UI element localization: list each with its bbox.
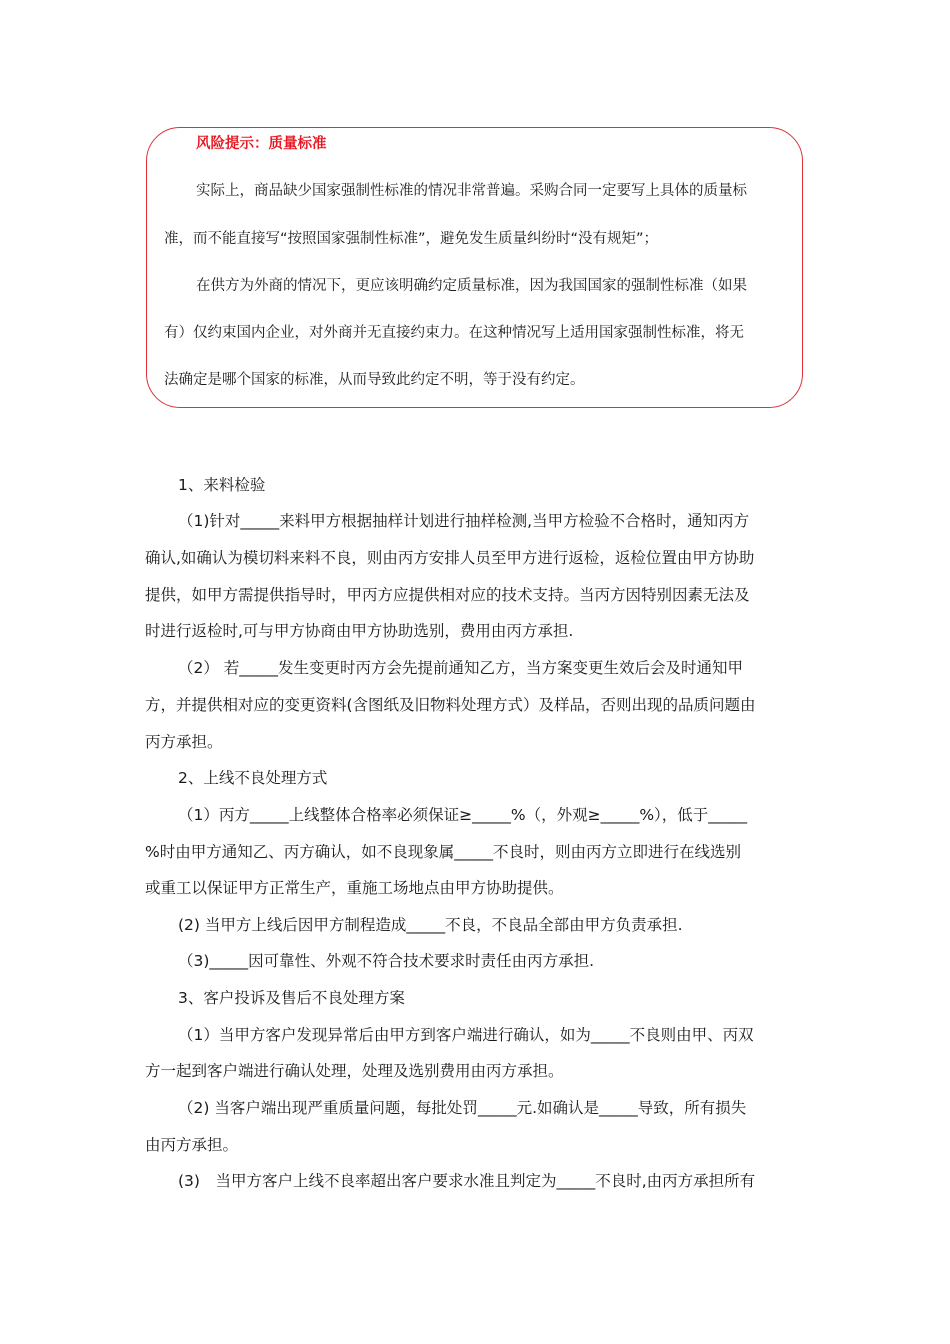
paragraph-line: (2) 当甲方上线后因甲方制程造成_____不良，不良品全部由甲方负责承担. [178,916,683,934]
paragraph-line: 时进行返检时,可与甲方协商由甲方协助选别，费用由丙方承担. [145,622,574,640]
risk-notice-line: 准，而不能直接写“按照国家强制性标准”，避免发生质量纠纷时“没有规矩”； [164,231,659,247]
risk-notice-line: 在供方为外商的情况下，更应该明确约定质量标准，因为我国国家的强制性标准（如果 [196,278,747,294]
paragraph-line: （1)针对_____来料甲方根据抽样计划进行抽样检测,当甲方检验不合格时，通知丙方 [178,512,750,530]
paragraph-line: 方，并提供相对应的变更资料(含图纸及旧物料处理方式）及样品，否则出现的品质问题由 [145,696,756,714]
paragraph-line: （2) 当客户端出现严重质量问题，每批处罚_____元.如确认是_____导致，所有损失 [178,1099,747,1117]
risk-notice-line: 实际上，商品缺少国家强制性标准的情况非常普遍。采购合同一定要写上具体的质量标 [196,183,747,199]
paragraph-line: %时由甲方通知乙、丙方确认，如不良现象属_____不良时，则由丙方立即进行在线选别 [145,843,741,861]
paragraph-line: （2） 若_____发生变更时丙方会先提前通知乙方，当方案变更生效后会及时通知甲 [178,659,744,677]
paragraph-line: 或重工以保证甲方正常生产，重施工场地点由甲方协助提供。 [145,879,564,897]
section-heading: 2、上线不良处理方式 [178,769,328,787]
risk-notice-box [146,127,803,408]
paragraph-line: (3) 当甲方客户上线不良率超出客户要求水准且判定为_____不良时,由丙方承担所有 [178,1172,756,1190]
section-heading: 3、客户投诉及售后不良处理方案 [178,989,405,1007]
paragraph-line: 由丙方承担。 [145,1136,239,1154]
paragraph-line: 确认,如确认为模切料来料不良，则由丙方安排人员至甲方进行返检，返检位置由甲方协助 [145,549,755,567]
risk-notice-line: 有）仅约束国内企业，对外商并无直接约束力。在这种情况写上适用国家强制性标准，将无 [164,325,744,341]
section-heading: 1、来料检验 [178,476,266,494]
risk-notice-line: 法确定是哪个国家的标准，从而导致此约定不明，等于没有约定。 [164,372,585,388]
paragraph-line: （1）当甲方客户发现异常后由甲方到客户端进行确认，如为_____不良则由甲、丙双 [178,1026,754,1044]
paragraph-line: 丙方承担。 [145,733,223,751]
risk-notice-title: 风险提示：质量标准 [196,136,327,152]
paragraph-line: （1）丙方_____上线整体合格率必须保证≥_____%（，外观≥_____%），低于_____ [178,806,748,824]
paragraph-line: 提供，如甲方需提供指导时，甲丙方应提供相对应的技术支持。当丙方因特别因素无法及 [145,586,750,604]
paragraph-line: 方一起到客户端进行确认处理，处理及选别费用由丙方承担。 [145,1062,564,1080]
paragraph-line: （3)_____因可靠性、外观不符合技术要求时责任由丙方承担. [178,952,595,970]
